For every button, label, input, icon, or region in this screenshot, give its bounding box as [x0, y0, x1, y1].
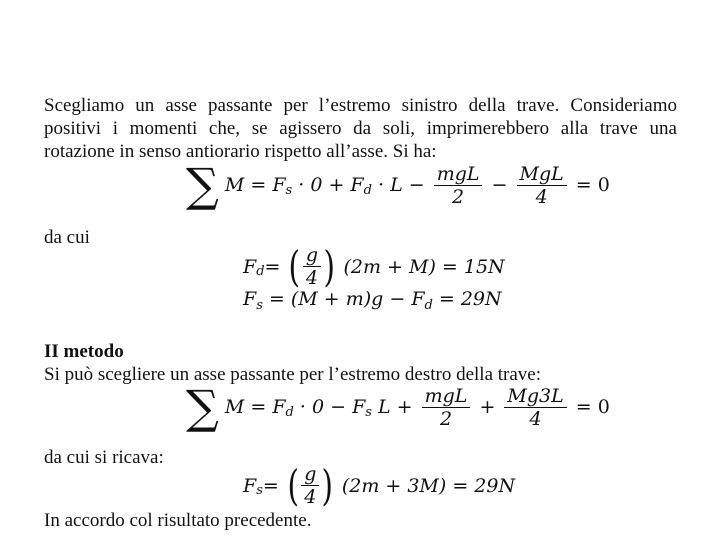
eq1-sub-s: s	[285, 182, 293, 198]
eq4-term: · 0 − F	[299, 396, 366, 418]
section-heading: II metodo	[44, 341, 124, 362]
eq4-frac2-num: Mg3L	[504, 385, 566, 408]
eq4-term: L +	[377, 396, 413, 418]
eq5-open-paren: (	[287, 460, 299, 510]
eq5-equals: =	[262, 474, 279, 497]
paragraph-line-2: positivi i momenti che, se agissero da soli, imprimerebbero alla trave una	[44, 118, 677, 139]
eq3-rest: = (M + m)g − F	[262, 288, 425, 310]
eq5-rest: (2m + 3M) = 29N	[341, 474, 516, 497]
eq3-term: F	[243, 288, 257, 310]
eq4-fraction-1	[422, 385, 471, 430]
eq5-fraction	[301, 463, 319, 508]
eq3-sub: s	[256, 298, 263, 313]
eq2-close-paren: )	[323, 241, 335, 291]
eq1-term: M = F	[224, 174, 286, 196]
eq2-equals: =	[264, 255, 281, 278]
paragraph-line-3: rotazione in senso antiorario rispetto all’asse. Si ha:	[44, 141, 437, 162]
eq1-sub-d: d	[363, 182, 372, 198]
eq5-frac-den: 4	[304, 486, 317, 508]
equation-fd	[243, 241, 505, 291]
eq3-sub-2: d	[424, 298, 433, 313]
eq4-frac2-den: 4	[529, 407, 542, 430]
eq1-term: · L −	[377, 174, 425, 196]
eq2-open-paren: (	[288, 241, 301, 291]
eq2-frac-den: 4	[305, 267, 318, 289]
eq4-plus: +	[479, 396, 496, 418]
equation-fs	[243, 288, 502, 313]
eq4-frac1-den: 2	[439, 407, 453, 430]
sigma-symbol: ∑	[186, 380, 219, 434]
eq5-frac-num: g	[301, 463, 319, 486]
eq4-term: M = F	[224, 396, 286, 418]
da-cui-text: da cui	[44, 227, 90, 248]
eq2-frac-num: g	[303, 244, 321, 267]
eq4-fraction-2	[504, 385, 566, 430]
eq4-sub-s: s	[365, 404, 372, 420]
paragraph-line-1: Scegliamo un asse passante per l’estremo sinistro della trave. Consideriamo	[44, 95, 677, 116]
eq1-frac1-num: mgL	[434, 163, 483, 186]
eq3-end: = 29N	[432, 288, 502, 310]
eq1-term: · 0 + F	[298, 174, 364, 196]
eq4-sub-d: d	[285, 404, 294, 420]
eq2-rest: (2m + M) = 15N	[343, 255, 505, 278]
eq5-sub: s	[256, 483, 263, 498]
eq1-frac2-den: 4	[535, 185, 548, 208]
eq2-fraction	[303, 244, 321, 289]
eq4-frac1-num: mgL	[422, 385, 471, 408]
da-cui-ricava-text: da cui si ricava:	[44, 447, 164, 468]
eq1-fraction-1	[434, 163, 483, 208]
eq1-fraction-2	[517, 163, 567, 208]
eq1-rhs: = 0	[575, 174, 610, 196]
eq5-close-paren: )	[321, 460, 334, 510]
equation-moment-sum-left	[186, 158, 610, 212]
eq1-frac2-num: MgL	[517, 163, 567, 186]
conclusion-text: In accordo col risultato precedente.	[44, 510, 312, 531]
eq5-term: F	[243, 474, 257, 497]
eq2-term: F	[243, 255, 257, 278]
eq4-rhs: = 0	[575, 396, 610, 418]
equation-fs-second	[243, 460, 516, 510]
paragraph-2: Si può scegliere un asse passante per l’estremo destro della trave:	[44, 364, 541, 385]
sigma-symbol: ∑	[186, 158, 219, 212]
eq2-sub: d	[256, 264, 265, 279]
eq1-frac1-den: 2	[452, 185, 465, 208]
equation-moment-sum-right	[186, 380, 610, 434]
eq1-minus: −	[491, 174, 508, 196]
